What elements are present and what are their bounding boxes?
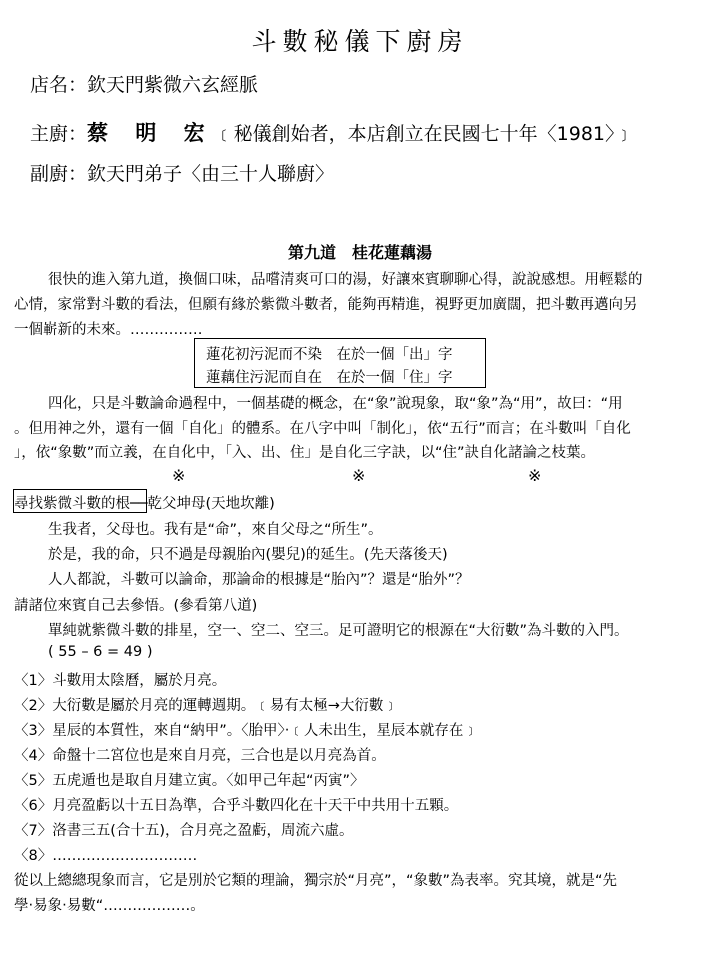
formula: ( 55 – 6 = 49 ) [48, 644, 153, 660]
verse-line: 蓮花初污泥而不染 在於一個「出」字 [206, 347, 453, 363]
head-chef-note: ﹝秘儀創始者，本店創立在民國七十年〈1981〉﹞ [214, 123, 634, 145]
list-item: 〈1〉斗數用太陰曆，屬於月亮。 [14, 673, 227, 689]
head-chef-name: 蔡 明 宏 [87, 120, 215, 145]
page-title: 斗數秘儀下廚房 [251, 27, 469, 56]
body-line: 生我者，父母也。我有是“命”，來自父母之“所生”。 [48, 522, 383, 538]
list-item: 〈8〉………………………… [14, 848, 198, 864]
list-item: 〈2〉大衍數是屬於月亮的運轉週期。﹝易有太極→大衍數﹞ [14, 698, 398, 714]
root-heading [14, 492, 275, 513]
head-chef-label: 主廚： [30, 123, 88, 145]
separator-star: ※ [172, 466, 186, 485]
intro-line: 很快的進入第九道，換個口味，品嚐清爽可口的湯，好讓來賓聊聊心得，說說感想。用輕鬆的 [48, 272, 643, 288]
intro-line: 心情，家常對斗數的看法，但願有緣於紫微斗數者，能夠再精進，視野更加廣闊，把斗數再邁向另 [14, 297, 638, 313]
intro-line: 一個嶄新的未來。…………… [14, 322, 203, 338]
body-line: 人人都說，斗數可以論命，那論命的根據是“胎內”？還是“胎外”？ [48, 572, 470, 588]
verse-line: 蓮藕住污泥而自在 在於一個「住」字 [206, 370, 453, 386]
sihua-line: 四化，只是斗數論命過程中，一個基礎的概念，在“象”說現象，取“象”為“用”，故曰：“用 [48, 396, 623, 412]
sihua-line: 」，依“象數”而立義，在自化中，「入、出、住」是自化三字訣，以“住”訣自化諸論之枝葉。 [14, 445, 596, 461]
list-item: 〈5〉五虎遁也是取自月建立寅。〈如甲己年起“丙寅”〉 [14, 773, 365, 789]
head-chef-line [30, 117, 634, 147]
reference-line: 請諸位來賓自己去參悟。(參看第八道) [14, 598, 258, 614]
list-item: 〈7〉洛書三五(合十五)，合月亮之盈虧，周流六虛。 [14, 823, 354, 839]
body-line: 於是，我的命，只不過是母親胎內(嬰兒)的延生。(先天落後天) [48, 547, 448, 563]
root-heading-boxed: 尋找紫微斗數的根 [14, 496, 130, 512]
dayan-line: 單純就紫微斗數的排星，空一、空二、空三。足可證明它的根源在“大衍數”為斗數的入門。 [48, 623, 629, 639]
sous-chef: 副廚：欽天門弟子〈由三十人聯廚〉 [30, 163, 335, 185]
closing-line: 從以上總總現象而言，它是別於它類的理論，獨宗於“月亮”，“象數”為表率。究其境，就是“先 [14, 873, 618, 889]
list-item: 〈4〉命盤十二宮位也是來自月亮，三合也是以月亮為首。 [14, 748, 386, 764]
closing-line: 學‧易象‧易數“………………。 [14, 898, 205, 914]
list-item: 〈3〉星辰的本質性，來自“納甲”。〈胎甲〉‧﹝人未出生，星辰本就存在﹞ [14, 723, 478, 739]
separator-star: ※ [352, 466, 366, 485]
separator-star: ※ [528, 466, 542, 485]
list-item: 〈6〉月亮盈虧以十五日為準，合乎斗數四化在十天干中共用十五顆。 [14, 798, 459, 814]
root-heading-rest: ──乾父坤母(天地坎離) [130, 496, 275, 512]
sihua-line: 。但用神之外，還有一個「自化」的體系。在八字中叫「制化」，依“五行”而言；在斗數叫「自化 [14, 421, 631, 437]
shop-name: 店名：欽天門紫微六玄經脈 [30, 74, 259, 96]
lesson-title: 第九道 桂花蓮藕湯 [287, 243, 432, 262]
